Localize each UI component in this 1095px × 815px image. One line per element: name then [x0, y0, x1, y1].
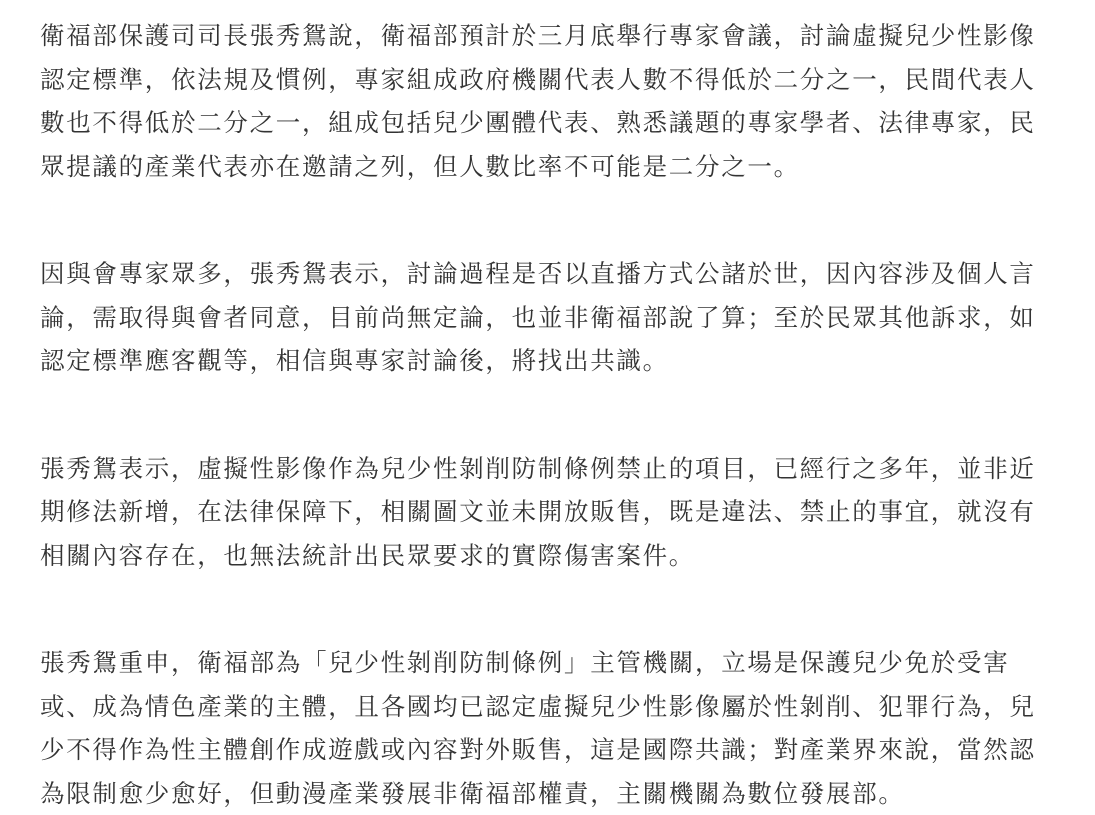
paragraph-1 — [40, 14, 1050, 188]
paragraph-4 — [40, 641, 1050, 815]
paragraph-line: 或、成為情色產業的主體，且各國均已認定虛擬兒少性影像屬於性剝削、犯罪行為，兒 — [40, 685, 1050, 729]
paragraph-2 — [40, 252, 1050, 383]
paragraph-line: 數也不得低於二分之一，組成包括兒少團體代表、熟悉議題的專家學者、法律專家，民 — [40, 101, 1050, 145]
paragraph-line: 眾提議的產業代表亦在邀請之列，但人數比率不可能是二分之一。 — [40, 145, 1050, 189]
paragraph-line: 論，需取得與會者同意，目前尚無定論，也並非衛福部說了算；至於民眾其他訴求，如 — [40, 296, 1050, 340]
paragraph-line: 因與會專家眾多，張秀鴛表示，討論過程是否以直播方式公諸於世，因內容涉及個人言 — [40, 252, 1050, 296]
paragraph-line: 期修法新增，在法律保障下，相關圖文並未開放販售，既是違法、禁止的事宜，就沒有 — [40, 490, 1050, 534]
paragraph-line: 張秀鴛重申，衛福部為「兒少性剝削防制條例」主管機關，立場是保護兒少免於受害 — [40, 641, 1050, 685]
paragraph-line: 張秀鴛表示，虛擬性影像作為兒少性剝削防制條例禁止的項目，已經行之多年，並非近 — [40, 447, 1050, 491]
paragraph-line: 相關內容存在，也無法統計出民眾要求的實際傷害案件。 — [40, 534, 1050, 578]
paragraph-3 — [40, 447, 1050, 578]
article-body — [40, 14, 1050, 815]
paragraph-line: 少不得作為性主體創作成遊戲或內容對外販售，這是國際共識；對產業界來說，當然認 — [40, 728, 1050, 772]
paragraph-line: 認定標準，依法規及慣例，專家組成政府機關代表人數不得低於二分之一，民間代表人 — [40, 58, 1050, 102]
paragraph-line: 認定標準應客觀等，相信與專家討論後，將找出共識。 — [40, 339, 1050, 383]
paragraph-line: 衛福部保護司司長張秀鴛說，衛福部預計於三月底舉行專家會議，討論虛擬兒少性影像 — [40, 14, 1050, 58]
paragraph-line: 為限制愈少愈好，但動漫產業發展非衛福部權責，主關機關為數位發展部。 — [40, 772, 1050, 815]
